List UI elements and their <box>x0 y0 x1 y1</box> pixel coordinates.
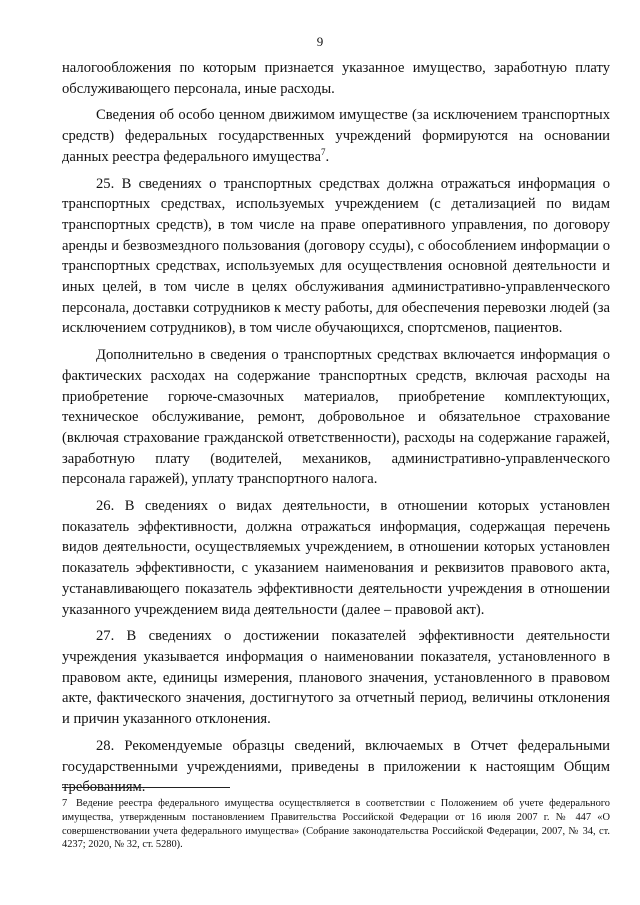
paragraph-28-sample-forms: 28. Рекомендуемые образцы сведений, включаемых в Отчет федеральными государственными учреждениями, приведены в приложении к настоящим Общим требованиям. <box>62 737 610 796</box>
footnote <box>62 797 610 852</box>
paragraph-27-efficiency-indicators: 27. В сведениях о достижении показателей эффективности деятельности учреждения указывается информация о наименовании показателя, установленного в правовом акте, единицы измерения, планового значения, установленного в правовом акте, фактического значения, достигнутого за отчетный период, величины отклонения и причин указанного отклонения. <box>62 628 610 728</box>
paragraph-25-vehicles: 25. В сведениях о транспортных средствах должна отражаться информация о транспортных средствах, используемых учреждением (с детализацией по видам транспортных средств), в том числе на праве оперативного управления, по договору аренды и безвозмездного пользования (договору ссуды), с обособлением информации о транспортных средствах, используемых для осуществления основной деятельности и иных целей, в том числе в целях обслуживания административно-управленческого персонала, доставки сотрудников к месту работы, для обеспечения перевозки людей (за исключением сотрудников), в том числе обучающихся, спортсменов, пациентов. <box>62 175 610 337</box>
paragraph-especially-valuable-property <box>62 105 610 167</box>
footnote-mark: 7 <box>62 798 68 809</box>
paragraph-text: Сведения об особо ценном движимом имуществе (за исключением транспортных средств) федеральных государственных учреждений формируются на основании данных реестра федерального имущества <box>62 107 610 165</box>
paragraph-26-activity-types: 26. В сведениях о видах деятельности, в отношении которых установлен показатель эффективности, должна отражаться информация, содержащая перечень видов деятельности, осуществляемых учреждением, в отношении которых установлен показатель эффективности, с указанием наименования и реквизитов правового акта, устанавливающего показатель эффективности деятельности учреждения в отношении указанного учреждением вида деятельности (далее – правовой акт). <box>62 498 610 618</box>
footnote-reference[interactable]: 7 <box>320 146 326 157</box>
footnote-separator <box>62 787 230 788</box>
paragraph-vehicle-expenses: Дополнительно в сведения о транспортных средствах включается информация о фактических расходах на содержание транспортных средств, включая расходы на приобретение горюче-смазочных материалов, приобретение комплектующих, техническое обслуживание, ремонт, добровольное и обязательное страхование (включая страхование гражданской ответственности), расходы на содержание гаражей, заработную плату (водителей, механиков, административно-управленческого персонала гаражей), уплату транспортного налога. <box>62 347 610 488</box>
page-number: 9 <box>316 34 324 49</box>
footnote-text: Ведение реестра федерального имущества осуществляется в соответствии с Положением об учете федерального имущества, утвержденным постановлением Правительства Российской Федерации от 16 июля 2007 г. № 447 «О совершенствовании учета федерального имущества» (Собрание законодательства Российской Федерации, 2007, № 34, ст. 4237; 2020, № 32, ст. 5280). <box>62 798 610 851</box>
paragraph-end-punctuation: . <box>325 148 330 165</box>
body-text <box>62 58 610 804</box>
paragraph-continuation: налогообложения по которым признается указанное имущество, заработную плату обслуживающего персонала, иные расходы. <box>62 60 610 97</box>
